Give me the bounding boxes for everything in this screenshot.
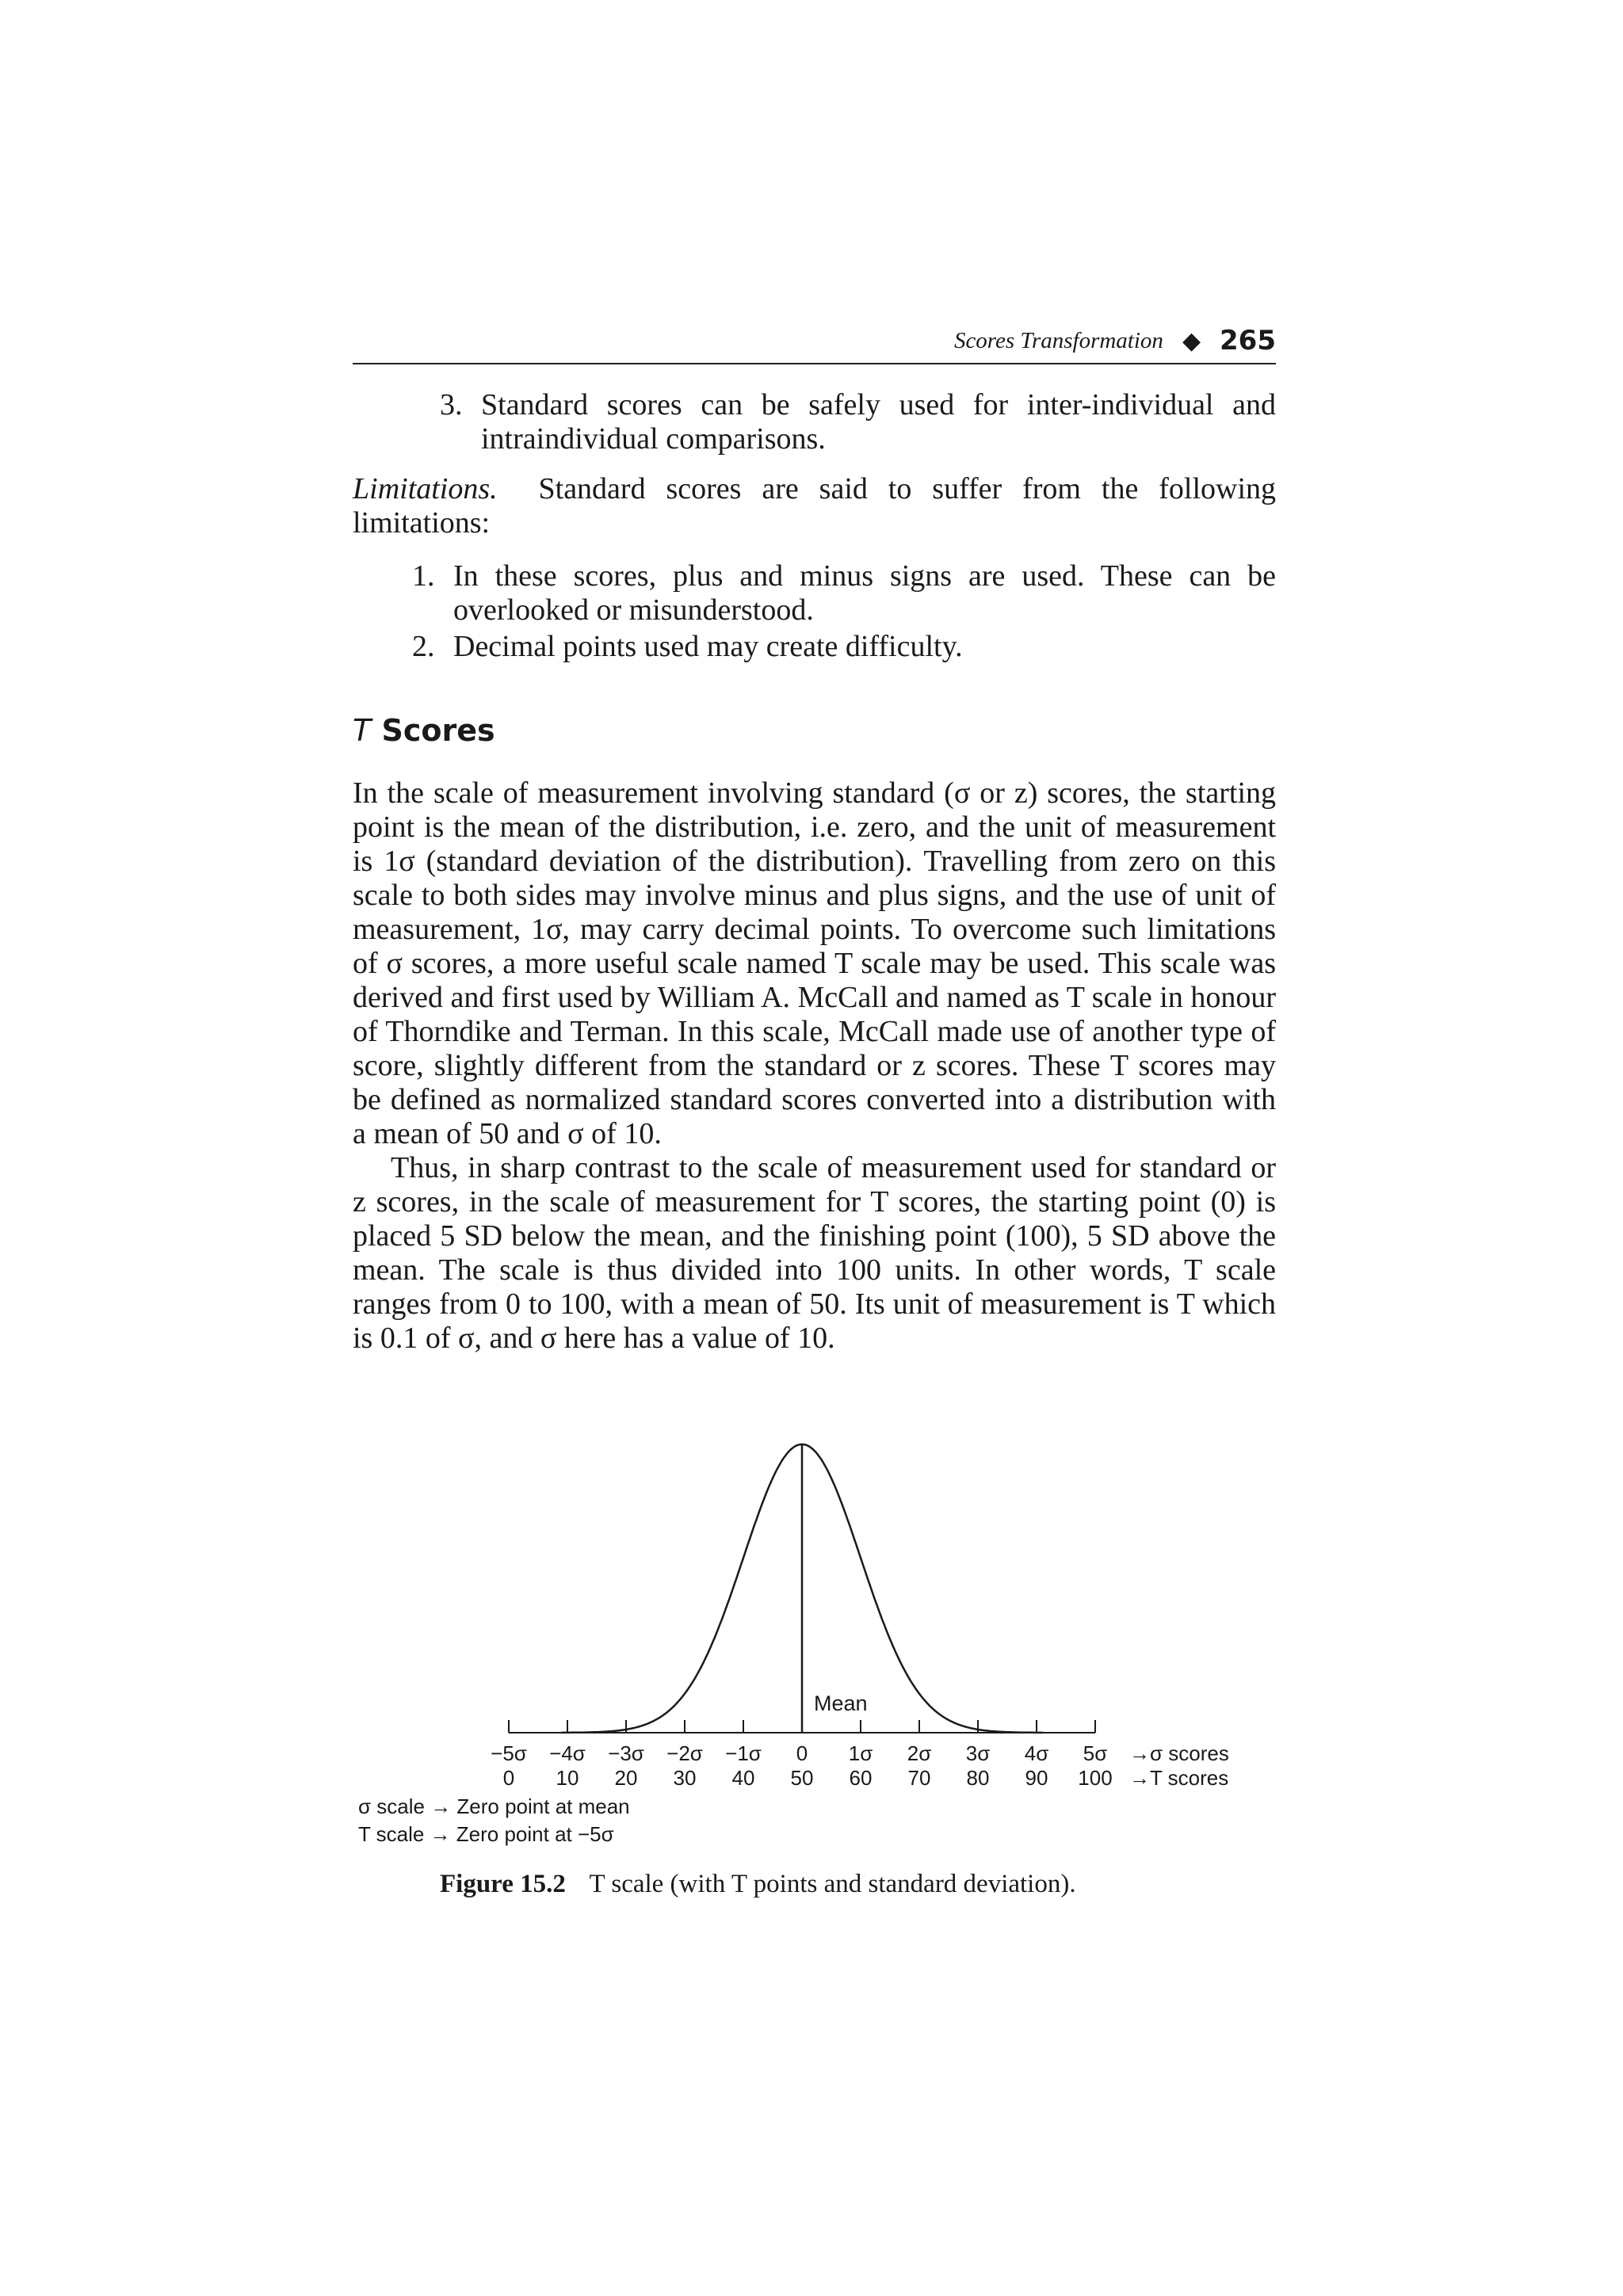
list-item-text: In these scores, plus and minus signs are used. These can be overlooked or misunderstood. (453, 559, 1276, 627)
sigma-tick-label: −3σ (608, 1741, 644, 1765)
t-tick-label: 90 (1025, 1766, 1048, 1790)
list-item-number: 3. (440, 388, 463, 421)
sigma-tick-label: −5σ (491, 1741, 527, 1765)
t-tick-label: 0 (502, 1766, 515, 1790)
t-row-label: →T scores (1129, 1766, 1229, 1790)
sigma-tick-label: 1σ (848, 1741, 873, 1765)
list-item-text: Decimal points used may create difficulty. (453, 630, 963, 663)
figure-caption-text: T scale (with T points and standard deviation). (589, 1870, 1076, 1898)
running-title: Scores Transformation (953, 327, 1163, 353)
t-tick-label: 50 (790, 1766, 814, 1790)
section-heading-text: Scores (381, 713, 495, 748)
sigma-tick-label: −2σ (666, 1741, 703, 1765)
t-tick-label: 60 (849, 1766, 873, 1790)
t-tick-label: 70 (907, 1766, 931, 1790)
sigma-tick-label: −1σ (725, 1741, 762, 1765)
t-tick-label: 40 (731, 1766, 755, 1790)
mean-label: Mean (814, 1691, 868, 1715)
section-heading-italic: T (353, 713, 372, 748)
t-tick-label: 20 (614, 1766, 638, 1790)
list-item-number: 2. (412, 630, 435, 663)
list-item-text: Standard scores can be safely used for inter-individual and intraindividual comparisons. (481, 388, 1276, 456)
t-tick-label: 10 (556, 1766, 579, 1790)
sigma-tick-label: 4σ (1024, 1741, 1049, 1765)
sigma-scale-note: σ scale → Zero point at mean (358, 1794, 630, 1818)
t-tick-label: 30 (673, 1766, 697, 1790)
figure-label: Figure 15.2 (440, 1870, 566, 1898)
sigma-tick-label: 3σ (965, 1741, 991, 1765)
diamond-icon: ◆ (1182, 326, 1201, 355)
limitations-intro: Standard scores are said to suffer from the following limitations: (353, 472, 1277, 540)
paragraph: In the scale of measurement involving standard (σ or z) scores, the starting point is the mean of the distribution, i.e. zero, and the unit of measurement is 1σ (standard deviation of the distribution). Travelling from zero on this scale to both sides may involve minus and plus signs, and the use of unit of measurement, 1σ, may carry decimal points. To overcome such limitations of σ scores, a more useful scale named T scale may be used. This scale was derived and first used by William A. McCall and named as T scale in honour of Thorndike and Terman. In this scale, McCall made use of another type of score, slightly different from the standard or z scores. These T scores may be defined as normalized standard scores converted into a distribution with a mean of 50 and σ of 10. (353, 776, 1276, 1150)
paragraph: Thus, in sharp contrast to the scale of measurement used for standard or z scores, in the scale of measurement for T scores, the starting point (0) is placed 5 SD below the mean, and the finishing point (100), 5 SD above the mean. The scale is thus divided into 100 units. In other words, T scale ranges from 0 to 100, with a mean of 50. Its unit of measurement is T which is 0.1 of σ, and σ here has a value of 10. (353, 1151, 1276, 1355)
t-tick-label: 100 (1078, 1766, 1113, 1790)
sigma-row-label: →σ scores (1129, 1741, 1229, 1765)
figure-caption (440, 1870, 1076, 1899)
list-item-number: 1. (412, 559, 435, 593)
page-number: 265 (1220, 325, 1276, 357)
t-tick-label: 80 (966, 1766, 990, 1790)
sigma-tick-label: 5σ (1083, 1741, 1108, 1765)
sigma-tick-label: −4σ (549, 1741, 586, 1765)
sigma-tick-label: 0 (796, 1741, 808, 1765)
t-scale-note: T scale → Zero point at −5σ (358, 1822, 614, 1846)
sigma-tick-label: 2σ (907, 1741, 932, 1765)
limitations-label: Limitations. (353, 472, 498, 505)
